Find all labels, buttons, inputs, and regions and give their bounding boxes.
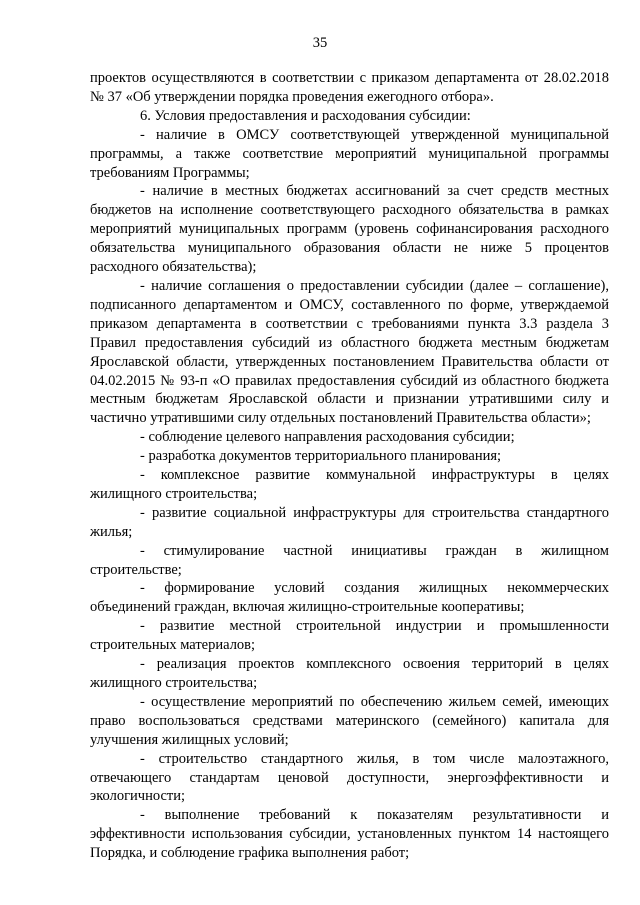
condition-item: - наличие в местных бюджетах ассигнований за счет средств местных бюджетов на исполнение соответствующего расходного обязательства в рамках мероприятий муниципальных программ (уровень софинансирования расходного обязательства муниципального образования области не ниже 5 процентов расходного обязательства); (90, 183, 609, 276)
condition-item: - стимулирование частной инициативы граждан в жилищном строительстве; (90, 542, 609, 578)
condition-item: - строительство стандартного жилья, в том числе малоэтажного, отвечающего стандартам ценовой доступности, энергоэффективности и экологичности; (90, 750, 609, 805)
page-body (90, 69, 609, 863)
condition-item: - развитие социальной инфраструктуры для строительства стандартного жилья; (90, 504, 609, 540)
condition-item: - наличие соглашения о предоставлении субсидии (далее – соглашение), подписанного департаментом и ОМСУ, составленного по форме, утверждаемой приказом департамента в соответствии с требованиями пункта 3.3 раздела 3 Правил предоставления субсидий из областного бюджета местным бюджетам Ярославской области, утвержденных постановлением Правительства области от 04.02.2015 № 93-п «О правилах предоставления субсидий из областного бюджета местным бюджетам Ярославской области и признании утратившими силу и частично утратившими силу отдельных постановлений Правительства области»; (90, 277, 609, 427)
paragraph-continuation: проектов осуществляются в соответствии с приказом департамента от 28.02.2018 № 37 «Об утверждении порядка проведения ежегодного отбора». (90, 70, 609, 105)
condition-item: - развитие местной строительной индустрии и промышленности строительных материалов; (90, 618, 609, 654)
condition-item: - наличие в ОМСУ соответствующей утвержденной муниципальной программы, а также соответствие мероприятий муниципальной программы требованиям Программы; (90, 126, 609, 181)
condition-item: - реализация проектов комплексного освоения территорий в целях жилищного строительства; (90, 656, 609, 691)
page-number: 35 (312, 35, 328, 51)
condition-item: - разработка документов территориального планирования; (140, 448, 502, 465)
condition-item: - комплексное развитие коммунальной инфраструктуры в целях жилищного строительства; (90, 467, 609, 502)
section-heading-6: 6. Условия предоставления и расходования субсидии: (140, 107, 471, 124)
condition-item: - осуществление мероприятий по обеспечению жильем семей, имеющих право воспользоваться средствами материнского (семейного) капитала для улучшения жилищных условий; (90, 693, 609, 748)
condition-item: - соблюдение целевого направления расходования субсидии; (140, 429, 515, 446)
condition-item: - формирование условий создания жилищных некоммерческих объединений граждан, включая жилищно-строительные кооперативы; (90, 580, 609, 616)
condition-item: - выполнение требований к показателям результативности и эффективности использования субсидии, установленных пунктом 14 настоящего Порядка, и соблюдение графика выполнения работ; (90, 807, 609, 862)
